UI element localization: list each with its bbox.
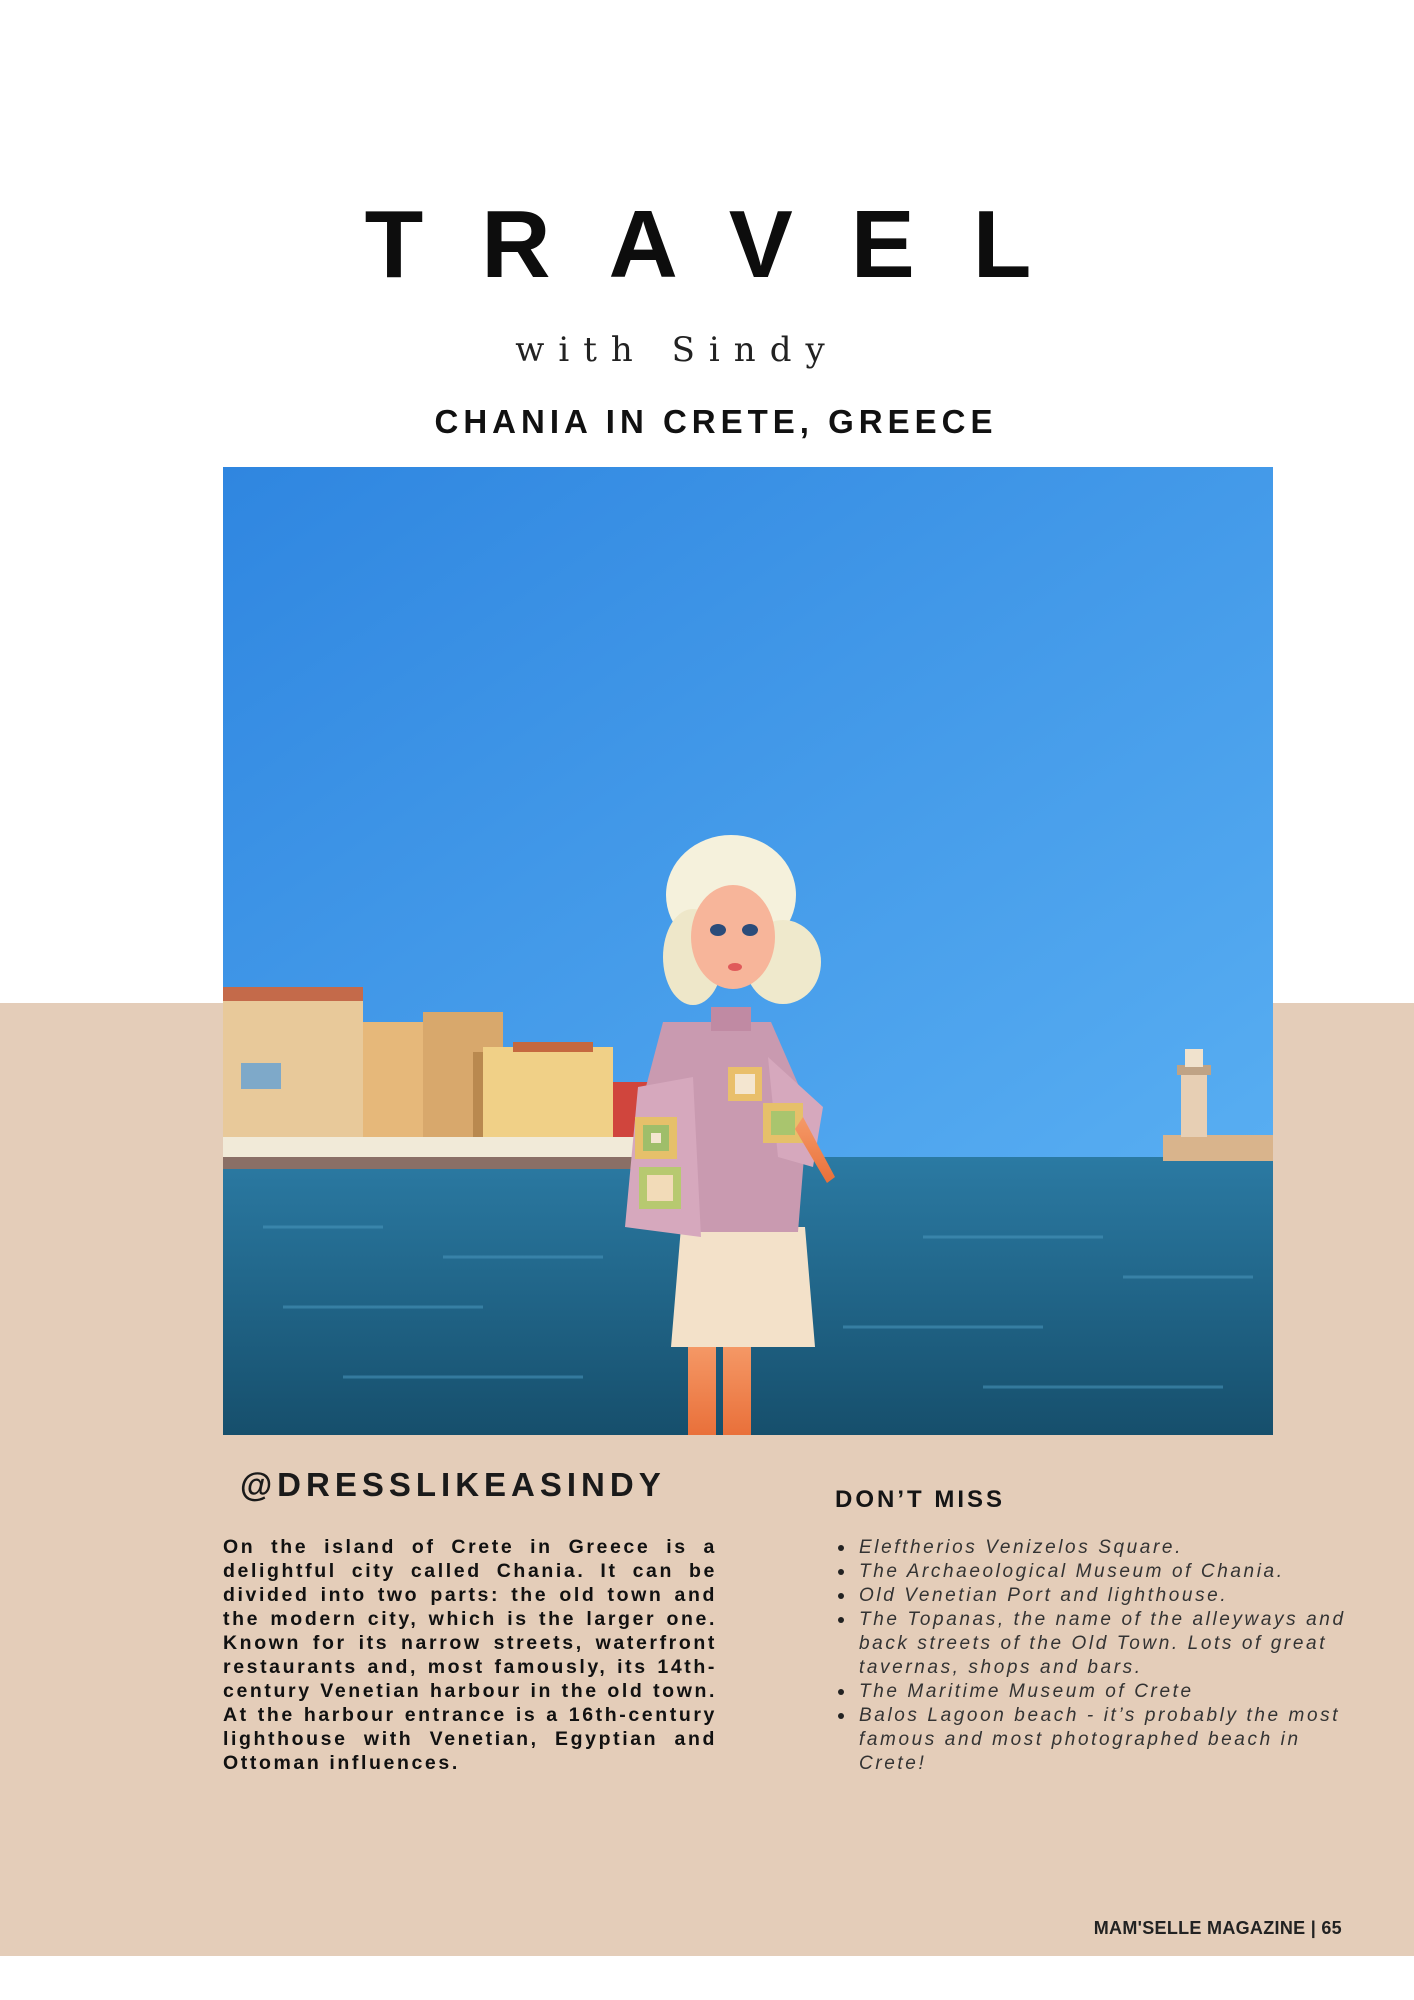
list-item: The Maritime Museum of Crete	[859, 1680, 1359, 1704]
list-item: The Topanas, the name of the alleyways and back streets of the Old Town. Lots of great tavernas, shops and bars.	[859, 1608, 1359, 1680]
article-body: On the island of Crete in Greece is a delightful city called Chania. It can be divided into two parts: the old town and the modern city, which is the larger one. Known for its narrow streets, waterfront restaurants and, most famously, its 14th-century Venetian harbour in the old town. At the harbour entrance is a 16th-century lighthouse with Venetian, Egyptian and Ottoman influences.	[223, 1536, 717, 1774]
harbour-photo	[223, 467, 1273, 1435]
list-item: Old Venetian Port and lighthouse.	[859, 1584, 1359, 1608]
dont-miss-list	[836, 1536, 1359, 1776]
list-item: Eleftherios Venizelos Square.	[859, 1536, 1359, 1560]
location-heading: CHANIA IN CRETE, GREECE	[434, 403, 998, 440]
section-subtitle: with Sindy	[515, 330, 839, 370]
section-title: TRAVEL	[364, 191, 1090, 298]
list-item: The Archaeological Museum of Chania.	[859, 1560, 1359, 1584]
harbour-photo-illustration	[223, 467, 1273, 1435]
list-item: Balos Lagoon beach - it’s probably the most famous and most photographed beach in Crete!	[859, 1704, 1359, 1776]
page-footer: MAM'SELLE MAGAZINE | 65	[1093, 1918, 1342, 1938]
instagram-handle: @DRESSLIKEASINDY	[240, 1466, 666, 1503]
dont-miss-heading: DON’T MISS	[835, 1486, 1006, 1513]
